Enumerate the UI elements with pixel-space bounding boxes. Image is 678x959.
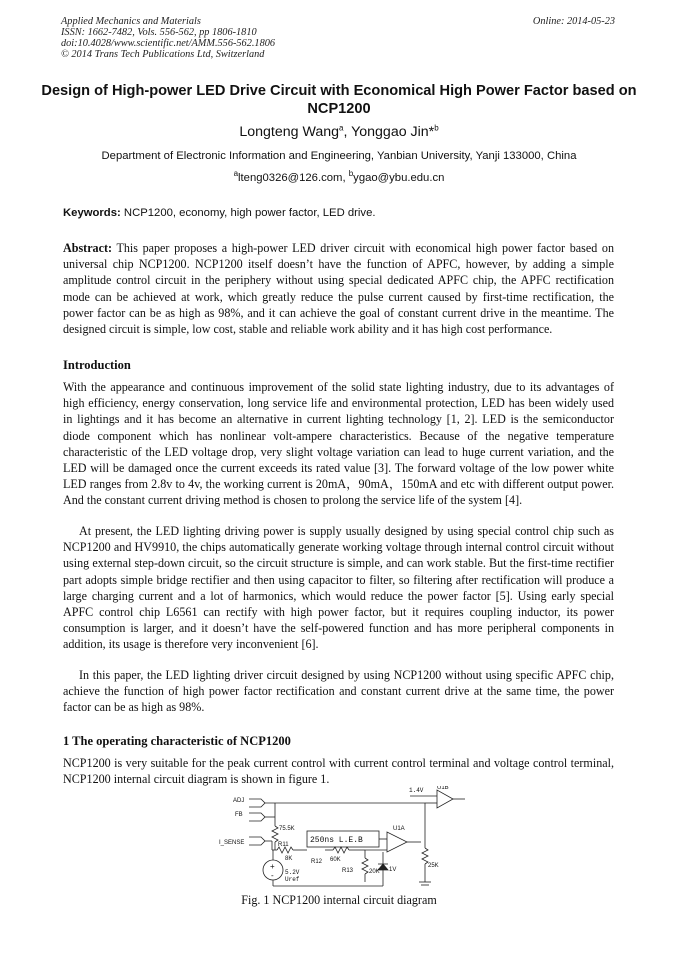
isense-label: I_SENSE [219,840,245,846]
author-1: Longteng Wang [239,124,339,140]
section-1-heading: 1 The operating characteristic of NCP1200 [63,734,291,748]
v1-label: 1V [389,867,397,873]
email-2-sup: b [348,169,354,179]
email-2[interactable]: ygao@ybu.edu.cn [353,172,445,184]
u1b-label: U1B [437,786,449,791]
adj-pin [249,799,265,807]
r13-value: 20K [369,869,380,875]
fb-label: FB [235,812,243,818]
intro-paragraph-3: In this paper, the LED lighting driver circuit designed by using NCP1200 without using specific APFC chip, achieve the function of high power factor rectification and constant current drive at the same time, the power factor can be as high as 98%. [63,668,614,715]
r11-value: 8K [285,856,293,862]
source-plus: + [270,862,275,871]
r12-label: R12 [311,859,323,865]
author-2: Yonggao Jin* [351,124,435,140]
r11-label: R11 [278,842,289,848]
keywords-text: NCP1200, economy, high power factor, LED drive. [120,207,376,219]
vref-value: 5.2V [285,869,300,876]
u1a-label: U1A [393,826,405,832]
vref-name: Uref [285,876,300,883]
comparator-u1b [437,790,453,808]
v14-label: 1.4V [409,787,424,794]
r13-label: R13 [342,868,354,874]
author-1-sup: a [339,123,344,133]
abstract-label: Abstract: [63,241,113,255]
abstract-text: This paper proposes a high-power LED driver circuit with economical high power factor based on universal chip NCP1200. NCP1200 itself doesn’t have the function of APFC, however, by adding a simple amplitude control circuit in the periphery without using special dedicated APFC chip, the APFC rectification mode can be achieved at work, which greatly reduce the pulse current caused by first-time rectification, the power factor can be as high as 98%, and it can achieve the goal of constant current drive in the meantime. The designed circuit is simple, low cost, stable and reliable work ability and it has high cost performance. [63,241,614,337]
r12-value: 60K [330,857,341,863]
r-25k-label: 25K [428,863,439,869]
doi-line: doi:10.4028/www.scientific.net/AMM.556-562.1806 [61,38,276,49]
leb-label: 250ns L.E.B [310,836,363,845]
r-75k-label: 75.5K [279,826,295,832]
intro-heading: Introduction [63,358,131,372]
online-date: Online: 2014-05-23 [532,16,615,27]
intro-paragraph-1: With the appearance and continuous improvement of the solid state lighting industry, due to its advantages of high efficiency, energy conservation, long service life and environmental protection, LED has been widely used in lightings and it has become an alternative in current lighting technology [1, 2]. LED is the semiconductor diode component which has nonlinear volt-ampere characteristics. Because of the negative temperature characteristic of the LED voltage drop, very slight voltage variation can lead to huge current variation, and the LED will be damaged once the current exceeds its rated value [3]. The forward voltage of the low power white LED ranges from 2.8v to 4v, the working current is 20mA，90mA，150mA and etc with different output power. And the constant current driving method is chosen to prolong the service life of the system [4]. [63,380,614,508]
keywords [63,207,376,219]
keywords-label: Keywords: [63,207,121,219]
copyright-line: © 2014 Trans Tech Publications Ltd, Switzerland [61,49,265,60]
author-2-sup: b [434,123,439,133]
intro-paragraph-2: At present, the LED lighting driving power is supply usually designed by using special control chip such as NCP1200 and HV9910, the chips automatically generate working voltage through internal control circuit without using external step-down circuit, so the circuit structure is simple, and can work stable. But the first-time rectifier part adopts simple bridge rectifier and then using capacitor to filter, so filtering after rectification will produce a large charging current and a lot of harmonics, which would reduce the power factor [5]. Using early special APFC control chip L6561 can rectify with high power factor, but it requires coupling inductor, its power consumption is larger, and it doesn’t have the self-powered function and has more peripheral components in addition, its usage is therefore very inconvenient [6]. [63,524,614,652]
paper-title: Design of High-power LED Drive Circuit with Economical High Power Factor based on NCP1200 [41,83,637,117]
source-minus: - [271,871,274,880]
authors [0,124,678,140]
circuit-diagram [215,786,475,891]
fb-pin [249,813,265,821]
email-1[interactable]: lteng0326@126.com, [238,172,349,184]
section-1-paragraph: NCP1200 is very suitable for the peak current control with current control terminal and voltage control terminal, NCP1200 internal circuit diagram is shown in figure 1. [63,756,614,787]
journal-name: Applied Mechanics and Materials [61,16,201,27]
author-separator: , [343,124,352,140]
adj-label: ADJ [233,798,245,804]
emails [0,169,678,184]
affiliation: Department of Electronic Information and Engineering, Yanbian University, Yanji 133000, China [101,150,577,162]
issn-line: ISSN: 1662-7482, Vols. 556-562, pp 1806-1810 [61,27,257,38]
abstract [63,240,614,337]
email-1-sup: a [233,169,239,179]
comparator-u1a [387,832,407,852]
isense-pin [249,837,265,845]
figure-caption: Fig. 1 NCP1200 internal circuit diagram [241,893,437,907]
